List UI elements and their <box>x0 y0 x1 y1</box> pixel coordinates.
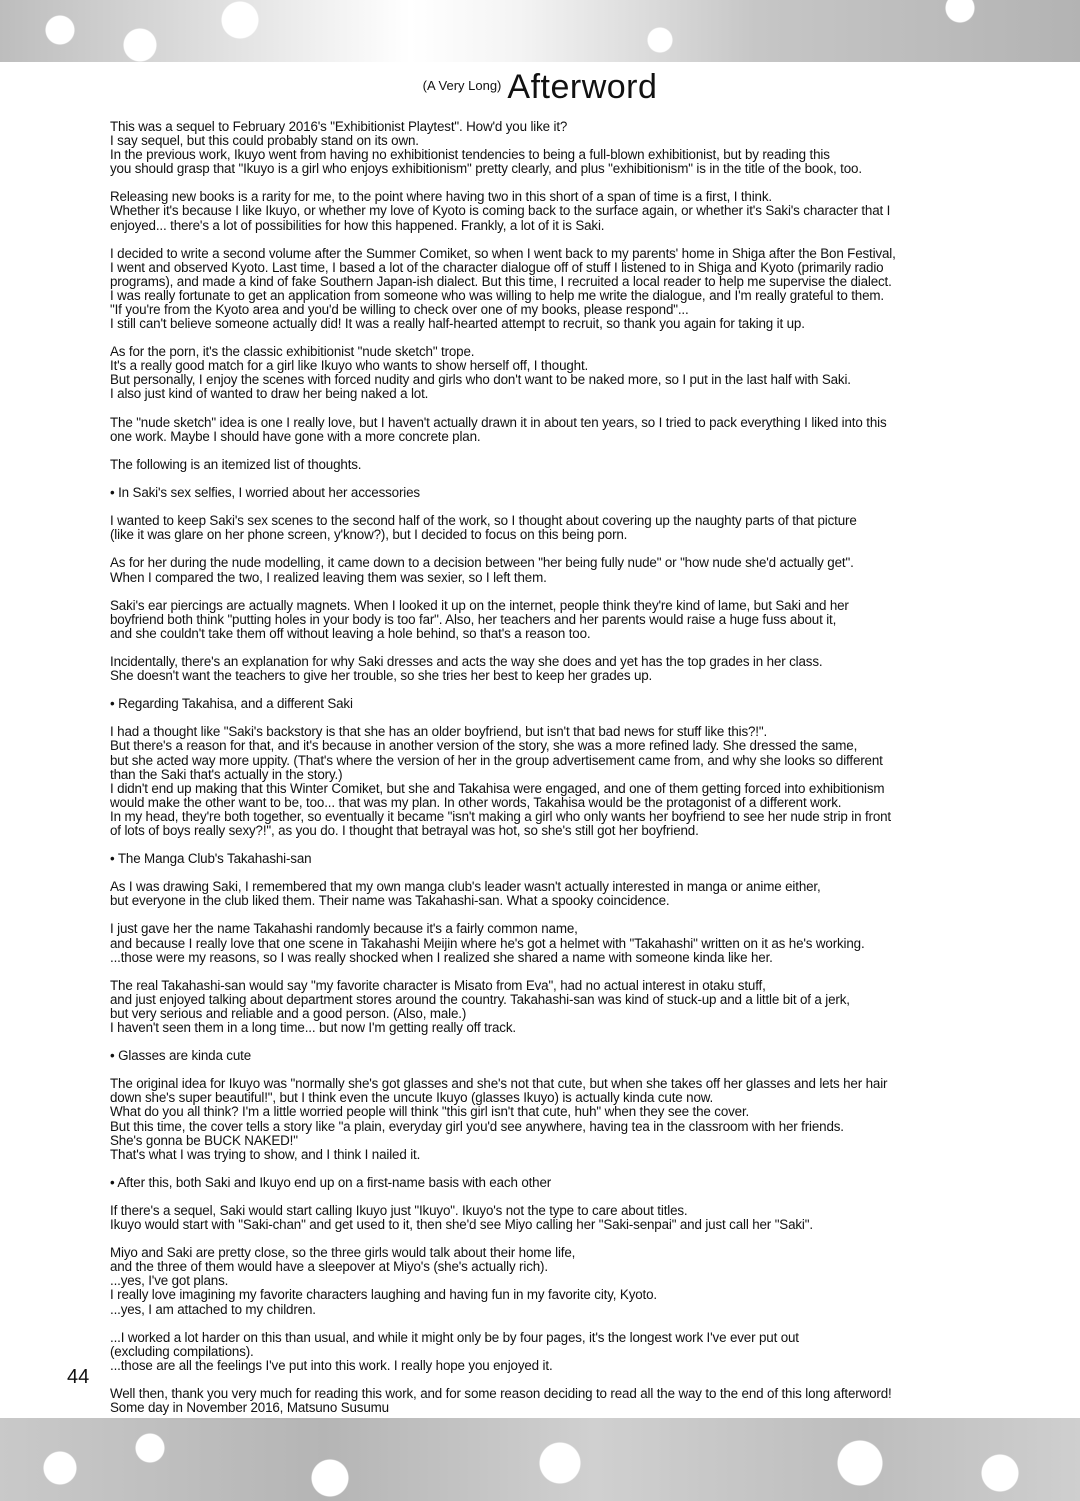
text-line: I decided to write a second volume after the Summer Comiket, so when I went back to my parents' home in Shiga after the Bon Festival, <box>110 245 896 261</box>
text-line: Whether it's because I like Ikuyo, or whether my love of Kyoto is coming back to the surface again, or whether it's Saki's character that I <box>110 203 891 219</box>
text-line: I really love imagining my favorite characters laughing and having fun in my favorite city, Kyoto. <box>110 1287 657 1303</box>
paragraph <box>110 1387 1030 1415</box>
text-line: The real Takahashi-san would say "my favorite character is Misato from Eva", had no actual interest in otaku stuff, <box>110 977 766 993</box>
text-line: If there's a sequel, Saki would start calling Ikuyo just "Ikuyo". Ikuyo's not the type to care about titles. <box>110 1203 688 1219</box>
text-line: When I compared the two, I realized leaving them was sexier, so I left them. <box>110 569 547 585</box>
text-line: It's a really good match for a girl like Ikuyo who wants to show herself off, I thought. <box>110 358 589 374</box>
paragraph <box>110 247 1030 331</box>
text-line: (excluding compilations). <box>110 1343 254 1359</box>
text-line: I didn't end up making that this Winter Comiket, but she and Takahisa were engaged, and one of them getting forced into exhibitionism <box>110 780 885 796</box>
text-line: Incidentally, there's an explanation for why Saki dresses and acts the way she does and yet has the top grades in her class. <box>110 653 823 669</box>
floral-header-decoration <box>0 0 1080 62</box>
text-line: She doesn't want the teachers to give her trouble, so she tries her best to keep her grades up. <box>110 668 653 684</box>
text-line: In my head, they're both together, so eventually it became "isn't making a girl who only wants her boyfriend to see her nude strip in front <box>110 808 891 824</box>
section-heading <box>110 1176 1030 1190</box>
paragraph <box>110 922 1030 964</box>
text-line: But personally, I enjoy the scenes with forced nudity and girls who don't want to be naked more, so I put in the last half with Saki. <box>110 372 851 388</box>
text-line: enjoyed... there's a lot of possibilities for how this happened. Frankly, a lot of it is Saki. <box>110 217 605 233</box>
text-line: I haven't seen them in a long time... but now I'm getting really off track. <box>110 1020 516 1035</box>
floral-footer-decoration <box>0 1418 1080 1501</box>
paragraph <box>110 458 1030 472</box>
text-line: The following is an itemized list of thoughts. <box>110 456 362 472</box>
text-line: "If you're from the Kyoto area and you'd be willing to check over one of my books, please respond"... <box>110 302 689 318</box>
text-line: I wanted to keep Saki's sex scenes to the second half of the work, so I thought about covering up the naughty parts of that picture <box>110 513 857 529</box>
text-line: • In Saki's sex selfies, I worried about her accessories <box>110 485 420 501</box>
title-main: Afterword <box>507 68 658 106</box>
text-line: programs), and made a kind of fake Southern Japan-ish dialect. But this time, I recruited a local reader to help me supervise the dialect. <box>110 273 892 289</box>
paragraph <box>110 599 1030 641</box>
text-line: ...I worked a lot harder on this than usual, and while it might only be by four pages, it's the longest work I've ever put out <box>110 1329 799 1345</box>
title-prefix: (A Very Long) <box>422 78 502 93</box>
text-line: but she acted way more uppity. (That's where the version of her in the group advertisement came from, and why she looks so different <box>110 752 883 768</box>
text-line: would make the other want to be, too... that was my plan. In other words, Takahisa would be the protagonist of a different work. <box>110 794 842 810</box>
paragraph <box>110 979 1030 1035</box>
text-line: you should grasp that "Ikuyo is a girl who enjoys exhibitionism" pretty clearly, and plus "exhibitionism" is in the title of the book, too. <box>110 161 862 177</box>
text-line: ...yes, I am attached to my children. <box>110 1301 316 1317</box>
paragraph <box>110 1331 1030 1373</box>
text-line: ...yes, I've got plans. <box>110 1273 229 1289</box>
paragraph <box>110 345 1030 401</box>
text-line: • After this, both Saki and Ikuyo end up on a first-name basis with each other <box>110 1174 552 1190</box>
text-line: I went and observed Kyoto. Last time, I based a lot of the character dialogue off of stuff I listened to in Shiga and Kyoto (primarily radio <box>110 259 884 275</box>
text-line: and the three of them would have a sleepover at Miyo's (she's actually rich). <box>110 1259 548 1275</box>
text-line: Miyo and Saki are pretty close, so the three girls would talk about their home life, <box>110 1245 576 1261</box>
text-line: than the Saki that's actually in the story.) <box>110 766 343 782</box>
text-line: But there's a reason for that, and it's because in another version of the story, she was a more refined lady. She dressed the same, <box>110 738 858 754</box>
text-line: (like it was glare on her phone screen, y'know?), but I decided to focus on this being porn. <box>110 527 628 543</box>
text-line: but everyone in the club liked them. Their name was Takahashi-san. What a spooky coincidence. <box>110 893 670 909</box>
text-line: I was really fortunate to get an application from someone who was willing to help me write the dialogue, and I'm really grateful to them. <box>110 287 884 303</box>
text-line: That's what I was trying to show, and I think I nailed it. <box>110 1146 421 1162</box>
text-line: one work. Maybe I should have gone with a more concrete plan. <box>110 428 481 444</box>
text-line: As for the porn, it's the classic exhibitionist "nude sketch" trope. <box>110 344 475 360</box>
text-line: Ikuyo would start with "Saki-chan" and get used to it, then she'd see Miyo calling her "Saki-senpai" and just call her "Saki". <box>110 1217 813 1233</box>
paragraph <box>110 514 1030 542</box>
paragraph <box>110 556 1030 584</box>
paragraph <box>110 725 1030 838</box>
text-line: I say sequel, but this could probably stand on its own. <box>110 133 419 149</box>
text-line: I just gave her the name Takahashi randomly because it's a fairly common name, <box>110 921 578 937</box>
text-line: • Regarding Takahisa, and a different Saki <box>110 696 353 712</box>
text-line: Some day in November 2016, Matsuno Susumu <box>110 1400 389 1416</box>
text-line: • The Manga Club's Takahashi-san <box>110 851 312 867</box>
text-line: But this time, the cover tells a story like "a plain, everyday girl you'd see anywhere, having tea in the classroom with her friends. <box>110 1118 844 1134</box>
section-heading <box>110 1049 1030 1063</box>
text-line: Saki's ear piercings are actually magnets. When I looked it up on the internet, people think they're kind of lame, but Saki and her <box>110 597 849 613</box>
paragraph <box>110 120 1030 176</box>
text-line: Releasing new books is a rarity for me, to the point where having two in this short of a span of time is a first, I think. <box>110 189 772 205</box>
text-line: I also just kind of wanted to draw her being naked a lot. <box>110 386 429 402</box>
text-line: What do you all think? I'm a little worried people will think "this girl isn't that cute, huh" when they see the cover. <box>110 1104 750 1120</box>
paragraph <box>110 416 1030 444</box>
text-line: boyfriend both think "putting holes in your body is too far". Also, her teachers and her parents would raise a huge fuss about it, <box>110 611 837 627</box>
text-line: ...those are all the feelings I've put into this work. I really hope you enjoyed it. <box>110 1357 553 1373</box>
text-line: As I was drawing Saki, I remembered that my own manga club's leader wasn't actually interested in manga or anime either, <box>110 879 821 895</box>
text-line: As for her during the nude modelling, it came down to a decision between "her being fully nude" or "how nude she'd actually get". <box>110 555 854 571</box>
text-line: In the previous work, Ikuyo went from having no exhibitionist tendencies to being a full-blown exhibitionist, but by reading this <box>110 147 830 163</box>
paragraph <box>110 1077 1030 1161</box>
page-number: 44 <box>67 1366 90 1388</box>
text-line: • Glasses are kinda cute <box>110 1048 252 1064</box>
text-line: The original idea for Ikuyo was "normally she's got glasses and she's not that cute, but when she takes off her glasses and lets her hair <box>110 1076 888 1092</box>
page-title <box>0 68 1080 107</box>
text-line: but very serious and reliable and a good person. (Also, male.) <box>110 1005 467 1021</box>
text-line: and because I really love that one scene in Takahashi Meijin where he's got a helmet with "Takahashi" written on it as he's working. <box>110 935 865 951</box>
section-heading <box>110 852 1030 866</box>
text-line: of lots of boys really sexy?!", as you do. I thought that betrayal was hot, so she's still got her boyfriend. <box>110 822 699 838</box>
section-heading <box>110 486 1030 500</box>
text-line: This was a sequel to February 2016's "Exhibitionist Playtest". How'd you like it? <box>110 119 568 134</box>
text-line: She's gonna be BUCK NAKED!" <box>110 1132 298 1148</box>
afterword-body <box>110 120 1030 1429</box>
text-line: down she's super beautiful!", but I think even the uncute Ikuyo (glasses Ikuyo) is actually kinda cute now. <box>110 1090 714 1106</box>
text-line: I had a thought like "Saki's backstory is that she has an older boyfriend, but isn't that bad news for stuff like this?!". <box>110 724 768 740</box>
text-line: ...those were my reasons, so I was really shocked when I realized she shared a name with someone kinda like her. <box>110 949 773 965</box>
text-line: The "nude sketch" idea is one I really love, but I haven't actually drawn it in about ten years, so I tried to pack everything I liked into this <box>110 414 887 430</box>
text-line: and she couldn't take them off without leaving a hole behind, so that's a reason too. <box>110 625 591 641</box>
text-line: Well then, thank you very much for reading this work, and for some reason deciding to read all the way to the end of this long afterword! <box>110 1386 892 1402</box>
text-line: and just enjoyed talking about department stores around the country. Takahashi-san was kind of stuck-up and a little bit of a jerk, <box>110 991 850 1007</box>
paragraph <box>110 655 1030 683</box>
text-line: I still can't believe someone actually did! It was a really half-hearted attempt to recruit, so thank you again for taking it up. <box>110 316 805 332</box>
section-heading <box>110 697 1030 711</box>
paragraph <box>110 880 1030 908</box>
paragraph <box>110 1246 1030 1316</box>
paragraph <box>110 1204 1030 1232</box>
paragraph <box>110 190 1030 232</box>
